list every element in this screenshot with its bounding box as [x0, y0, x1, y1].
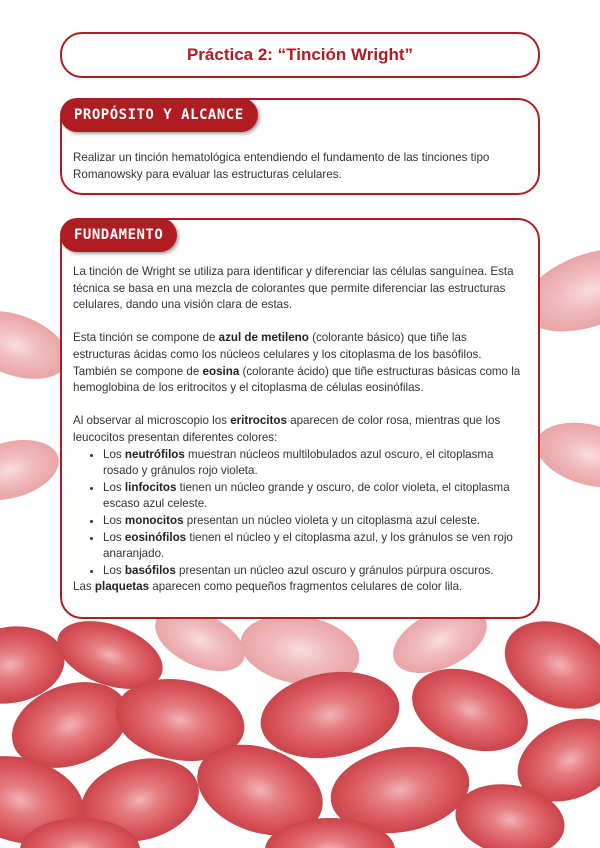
- list-item: [103, 447, 522, 480]
- text-span: Esta tinción se compone de: [73, 331, 219, 345]
- purpose-heading: PROPÓSITO Y ALCANCE: [60, 98, 258, 132]
- list-item: [103, 563, 522, 580]
- text-span: Los: [103, 530, 125, 544]
- basis-heading: FUNDAMENTO: [60, 218, 177, 252]
- list-item: [103, 530, 522, 563]
- text-span: muestran núcleos multilobulados azul oscuro, el citoplasma rosado y gránulos rojo violeta.: [103, 447, 494, 478]
- bold-term: eritrocitos: [230, 414, 287, 428]
- title-card: [60, 32, 540, 78]
- text-span: Los: [103, 513, 125, 527]
- text-span: presentan un núcleo violeta y un citoplasma azul celeste.: [183, 513, 481, 527]
- text-span: (colorante básico) que tiñe las estructuras ácidas como los núcleos celulares y los citoplasma de los basófilos. También se compone de: [73, 331, 482, 378]
- bold-term: eosinófilos: [124, 530, 187, 544]
- list-item: [103, 513, 522, 530]
- bold-term: azul de metileno: [218, 331, 309, 345]
- bold-term: plaquetas: [94, 580, 150, 594]
- text-span: tienen el núcleo y el citoplasma azul, y los gránulos se ven rojo anaranjado.: [103, 530, 513, 561]
- leukocyte-list: [73, 447, 522, 580]
- basis-paragraph-1: La tinción de Wright se utiliza para identificar y diferenciar las células sanguínea. Esta técnica se basa en una mezcla de colorantes que permite diferenciar las estructuras celulares, dando una visión clara de estas.: [73, 265, 514, 312]
- basis-card: [60, 218, 540, 619]
- purpose-card: [60, 98, 540, 195]
- bold-term: linfocitos: [124, 480, 177, 494]
- text-span: Los: [103, 563, 125, 577]
- bold-term: neutrófilos: [124, 447, 185, 461]
- list-item: [103, 480, 522, 513]
- text-span: (colorante ácido) que tiñe estructuras básicas como la hemoglobina de los eritrocitos y el citoplasma de células eosinófilas.: [73, 364, 521, 395]
- text-span: aparecen como pequeños fragmentos celulares de color lila.: [149, 580, 463, 594]
- basis-paragraph-3: [73, 413, 522, 446]
- text-span: Los: [103, 447, 125, 461]
- text-span: aparecen de color rosa, mientras que los leucocitos presentan diferentes colores:: [73, 414, 501, 444]
- basis-paragraph-2: [73, 330, 522, 396]
- page-title: Práctica 2: “Tinción Wright”: [186, 45, 414, 64]
- bold-term: eosina: [202, 364, 240, 378]
- text-span: tienen un núcleo grande y oscuro, de color violeta, el citoplasma escaso azul celeste.: [103, 480, 510, 511]
- basis-paragraph-4: [73, 579, 522, 596]
- text-span: Los: [103, 480, 125, 494]
- text-span: Al observar al microscopio los: [73, 414, 231, 428]
- text-span: Las: [73, 580, 95, 594]
- bold-term: monocitos: [124, 513, 184, 527]
- purpose-text: Realizar un tinción hematológica entendiendo el fundamento de las tinciones tipo Romanowsky para evaluar las estructuras celulares.: [73, 151, 490, 181]
- text-span: presentan un núcleo azul oscuro y gránulos púrpura oscuros.: [175, 563, 494, 577]
- bold-term: basófilos: [124, 563, 176, 577]
- basis-text: [73, 264, 522, 596]
